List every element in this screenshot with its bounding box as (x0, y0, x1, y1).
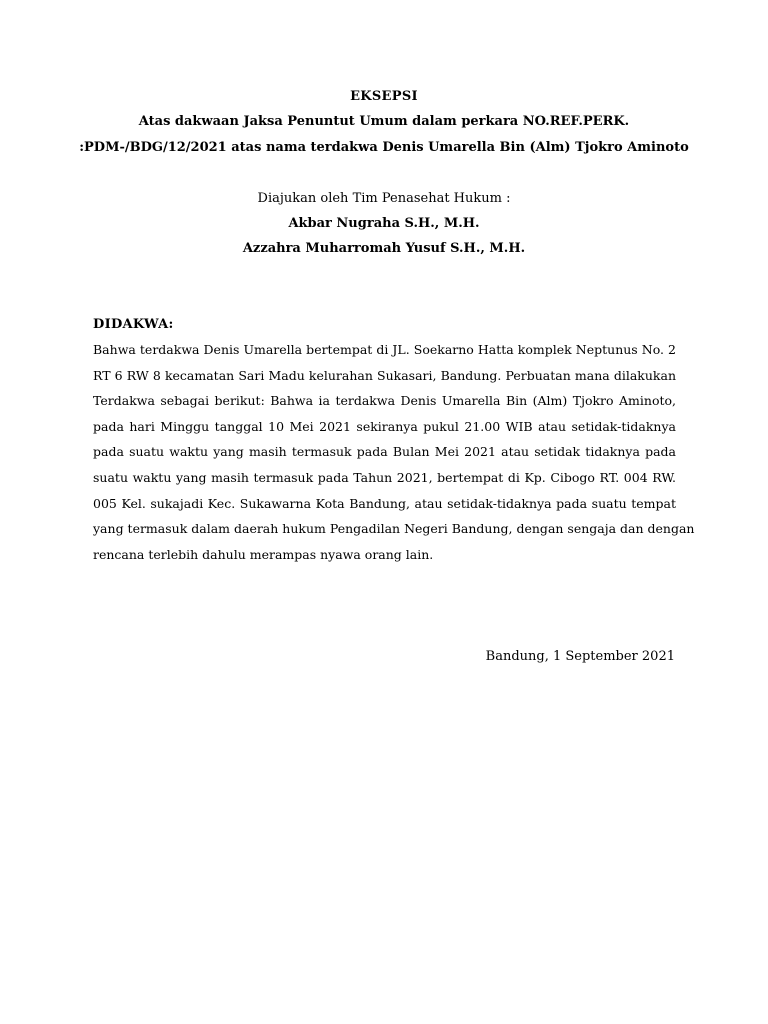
counsel-name-1: Akbar Nugraha S.H., M.H. (288, 216, 480, 231)
place-and-date: Bandung, 1 September 2021 (485, 649, 675, 664)
submitted-by-label: Diajukan oleh Tim Penasehat Hukum : (257, 191, 511, 206)
section-heading-didakwa: DIDAKWA: (93, 317, 174, 332)
paragraph-line: RT 6 RW 8 kecamatan Sari Madu kelurahan Sukasari, Bandung. Perbuatan mana dilakukan (93, 367, 676, 383)
paragraph-line: yang termasuk dalam daerah hukum Pengadilan Negeri Bandung, dengan sengaja dan dengan (93, 521, 695, 537)
paragraph-line: 005 Kel. sukajadi Kec. Sukawarna Kota Bandung, atau setidak-tidaknya pada suatu tempat (93, 495, 676, 511)
paragraph-line: Terdakwa sebagai berikut: Bahwa ia terdakwa Denis Umarella Bin (Alm) Tjokro Aminoto, (93, 393, 676, 409)
document-subtitle-line-1: Atas dakwaan Jaksa Penuntut Umum dalam perkara NO.REF.PERK. (138, 114, 630, 129)
indictment-paragraph (93, 337, 695, 567)
document-subtitle-line-2: :PDM-/BDG/12/2021 atas nama terdakwa Denis Umarella Bin (Alm) Tjokro Aminoto (79, 140, 689, 155)
paragraph-line: suatu waktu yang masih termasuk pada Tahun 2021, bertempat di Kp. Cibogo RT. 004 RW. (93, 469, 676, 485)
paragraph-line: pada hari Minggu tanggal 10 Mei 2021 sekiranya pukul 21.00 WIB atau setidak-tidaknya (93, 418, 676, 434)
paragraph-line: Bahwa terdakwa Denis Umarella bertempat di JL. Soekarno Hatta komplek Neptunus No. 2 (93, 342, 676, 357)
paragraph-line: rencana terlebih dahulu merampas nyawa orang lain. (93, 546, 434, 562)
counsel-name-2: Azzahra Muharromah Yusuf S.H., M.H. (242, 241, 526, 256)
document-title: EKSEPSI (350, 89, 418, 104)
paragraph-line: pada suatu waktu yang masih termasuk pada Bulan Mei 2021 atau setidak tidaknya pada (93, 444, 676, 460)
